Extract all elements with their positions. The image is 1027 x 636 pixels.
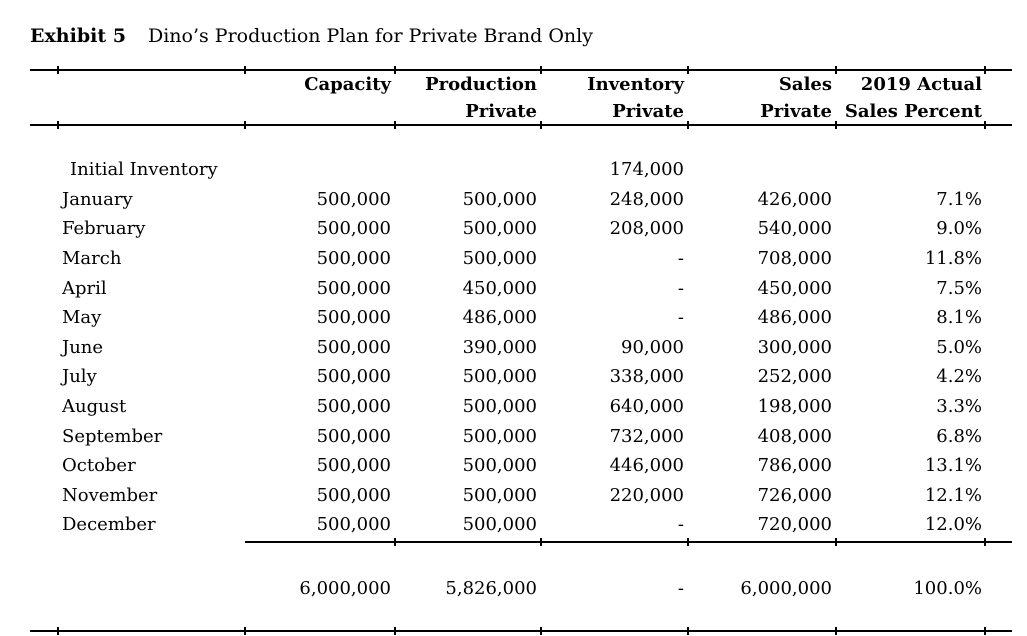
header-capacity: Capacity — [304, 74, 391, 95]
row-label: November — [62, 484, 158, 506]
sales-cell: 252,000 — [757, 366, 832, 388]
header-inventory-sub: Private — [612, 101, 684, 122]
exhibit-label: Exhibit 5 — [30, 25, 126, 47]
table-row — [30, 185, 1012, 215]
table-row — [30, 155, 1012, 185]
percent-cell: 7.5% — [936, 277, 982, 299]
sales-cell: 198,000 — [757, 396, 832, 418]
sales-cell: 408,000 — [757, 425, 832, 447]
sales-cell: 300,000 — [757, 336, 832, 358]
sales-cell: 540,000 — [757, 218, 832, 240]
totals-row — [30, 574, 1012, 604]
production-cell: 500,000 — [462, 366, 537, 388]
inventory-cell: - — [677, 514, 684, 536]
production-cell: 500,000 — [462, 188, 537, 210]
capacity-cell: 500,000 — [316, 455, 391, 477]
header-actual-percent-sub: Sales Percent — [844, 101, 982, 122]
production-cell: 390,000 — [462, 336, 537, 358]
table-row — [30, 510, 1012, 540]
table-row — [30, 244, 1012, 274]
table-row — [30, 392, 1012, 422]
header-sales: Sales — [778, 74, 832, 95]
sales-cell: 708,000 — [757, 248, 832, 270]
total-inventory-cell: - — [677, 578, 684, 600]
production-cell: 500,000 — [462, 396, 537, 418]
inventory-cell: 174,000 — [609, 159, 684, 181]
production-cell: 500,000 — [462, 455, 537, 477]
spacer-row — [30, 126, 1012, 155]
sales-cell: 786,000 — [757, 455, 832, 477]
header-row-2 — [30, 98, 1012, 125]
percent-cell: 5.0% — [936, 336, 982, 358]
header-sales-sub: Private — [760, 101, 832, 122]
inventory-cell: 248,000 — [609, 188, 684, 210]
inventory-cell: 90,000 — [621, 336, 684, 358]
inventory-cell: - — [677, 277, 684, 299]
inventory-cell: 640,000 — [609, 396, 684, 418]
production-cell: 500,000 — [462, 514, 537, 536]
capacity-cell: 500,000 — [316, 248, 391, 270]
row-label: March — [62, 248, 122, 270]
header-production-sub: Private — [465, 101, 537, 122]
percent-cell: 3.3% — [936, 396, 982, 418]
percent-cell: 9.0% — [936, 218, 982, 240]
row-label: October — [62, 455, 136, 477]
capacity-cell: 500,000 — [316, 218, 391, 240]
row-label: Initial Inventory — [70, 159, 218, 181]
production-cell: 500,000 — [462, 218, 537, 240]
production-cell: 500,000 — [462, 484, 537, 506]
table-header — [30, 71, 1012, 125]
row-label: December — [62, 514, 156, 536]
inventory-cell: 220,000 — [609, 484, 684, 506]
inventory-cell: 732,000 — [609, 425, 684, 447]
spacer-row — [30, 540, 1012, 574]
row-label: April — [62, 277, 107, 299]
header-inventory: Inventory — [587, 74, 684, 95]
table-row — [30, 421, 1012, 451]
production-cell: 500,000 — [462, 248, 537, 270]
percent-cell: 11.8% — [924, 248, 982, 270]
inventory-cell: 338,000 — [609, 366, 684, 388]
inventory-cell: 208,000 — [609, 218, 684, 240]
row-label: July — [62, 366, 97, 388]
capacity-cell: 500,000 — [316, 188, 391, 210]
row-label: August — [62, 396, 127, 418]
row-label: June — [62, 336, 104, 358]
sales-cell: 426,000 — [757, 188, 832, 210]
capacity-cell: 500,000 — [316, 336, 391, 358]
sales-cell: 450,000 — [757, 277, 832, 299]
sales-cell: 486,000 — [757, 307, 832, 329]
row-label: February — [62, 218, 146, 240]
percent-cell: 6.8% — [936, 425, 982, 447]
production-cell: 500,000 — [462, 425, 537, 447]
table-row — [30, 303, 1012, 333]
total-sales-cell: 6,000,000 — [740, 578, 832, 600]
percent-cell: 8.1% — [936, 307, 982, 329]
subtotal-rule — [245, 541, 1012, 543]
sales-cell: 726,000 — [757, 484, 832, 506]
percent-cell: 4.2% — [936, 366, 982, 388]
table-row — [30, 333, 1012, 363]
sales-cell: 720,000 — [757, 514, 832, 536]
table-row — [30, 362, 1012, 392]
table-bottom-rule — [30, 630, 1012, 632]
header-row-1 — [30, 71, 1012, 98]
table-body — [30, 126, 1012, 603]
table-row — [30, 481, 1012, 511]
header-production: Production — [425, 74, 537, 95]
capacity-cell: 500,000 — [316, 307, 391, 329]
capacity-cell: 500,000 — [316, 277, 391, 299]
table-row — [30, 451, 1012, 481]
capacity-cell: 500,000 — [316, 396, 391, 418]
inventory-cell: 446,000 — [609, 455, 684, 477]
table-row — [30, 273, 1012, 303]
exhibit-caption: Dino’s Production Plan for Private Brand Only — [147, 25, 593, 47]
percent-cell: 7.1% — [936, 188, 982, 210]
row-label: May — [62, 307, 102, 329]
production-cell: 486,000 — [462, 307, 537, 329]
row-label: September — [62, 425, 163, 447]
header-actual-percent: 2019 Actual — [860, 74, 982, 95]
capacity-cell: 500,000 — [316, 425, 391, 447]
percent-cell: 12.0% — [924, 514, 982, 536]
page-title — [30, 24, 593, 48]
percent-cell: 12.1% — [924, 484, 982, 506]
percent-cell: 13.1% — [924, 455, 982, 477]
inventory-cell: - — [677, 307, 684, 329]
total-percent-cell: 100.0% — [913, 578, 982, 600]
total-production-cell: 5,826,000 — [445, 578, 537, 600]
total-capacity-cell: 6,000,000 — [299, 578, 391, 600]
capacity-cell: 500,000 — [316, 366, 391, 388]
inventory-cell: - — [677, 248, 684, 270]
table-row — [30, 214, 1012, 244]
capacity-cell: 500,000 — [316, 484, 391, 506]
capacity-cell: 500,000 — [316, 514, 391, 536]
row-label: January — [62, 188, 133, 210]
production-cell: 450,000 — [462, 277, 537, 299]
